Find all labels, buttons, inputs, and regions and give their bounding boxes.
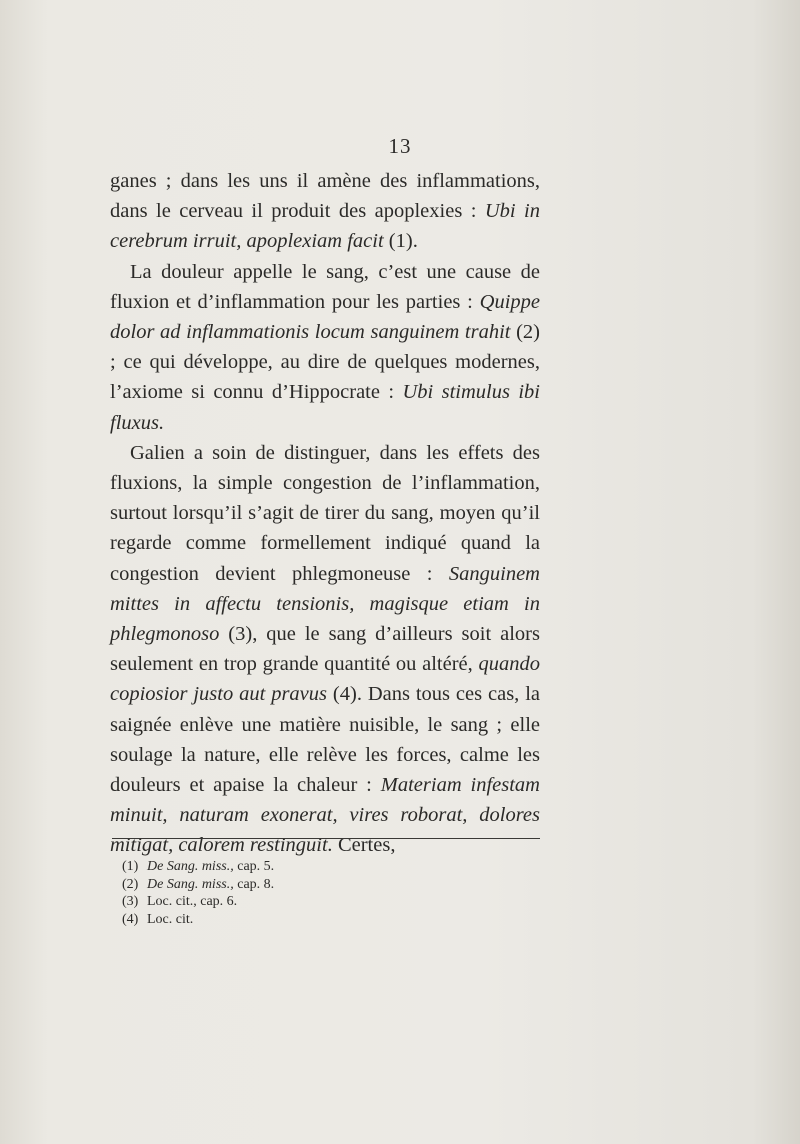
footnotes: [122, 858, 522, 928]
text-segment: ganes ; dans les uns il amène des inflammations, dans le cerveau il produit des apoplexies :: [110, 170, 540, 223]
paragraph: [110, 257, 540, 438]
footnote-divider: [112, 838, 540, 839]
footnote-ref: (1).: [383, 230, 418, 253]
text-segment: La douleur appelle le sang, c’est une cause de fluxion et d’inflammation pour les parties :: [110, 260, 540, 313]
latin-quote: Ubi in cerebrum irruit, apoplexiam facit: [110, 200, 541, 253]
text-segment: (3), que le sang d’ailleurs soit alors seulement en trop grande quantité ou altéré,: [110, 623, 540, 676]
latin-quote: Ubi stimulus ibi fluxus.: [110, 381, 540, 434]
paragraph: [110, 166, 540, 257]
text-segment: (2) ; ce qui développe, au dire de quelques modernes, l’axiome si connu d’Hippocrate :: [110, 321, 540, 404]
footnote-number: (3): [122, 894, 139, 909]
text-segment: Galien a soin de distinguer, dans les effets des fluxions, la simple congestion de l’inflammation, surtout lorsqu’il s’agit de tirer du sang, moyen qu’il regarde comme formellement indiqué quand la congestion devient phlegmoneuse :: [110, 441, 540, 585]
page-number: 13: [388, 134, 412, 158]
footnote-reference: cap. 5.: [233, 859, 275, 874]
footnote: [122, 911, 522, 929]
footnote-source: De Sang. miss.,: [147, 859, 234, 874]
footnote-reference: Loc. cit.: [147, 911, 194, 927]
body-text: [110, 166, 540, 861]
footnote: [122, 893, 522, 911]
footnote: [122, 876, 522, 894]
footnote-number: (1): [122, 859, 139, 874]
latin-quote: Sanguinem mittes in affectu tensionis, magisque etiam in phlegmonoso: [110, 562, 540, 646]
footnote-reference: cap. 8.: [233, 876, 275, 892]
footnote-source: De Sang. miss.,: [147, 876, 234, 892]
latin-quote: Quippe dolor ad inflammationis locum sanguinem trahit: [110, 290, 540, 344]
footnote-number: (2): [122, 876, 139, 892]
latin-quote: quando copiosior justo aut pravus: [110, 653, 540, 706]
paragraph: [110, 438, 540, 861]
text-segment: Certes,: [332, 834, 396, 857]
text-segment: (4). Dans tous ces cas, la saignée enlève une matière nuisible, le sang ; elle soulage la nature, elle relève les forces, calme les douleurs et apaise la chaleur :: [110, 683, 540, 797]
footnote-reference: Loc. cit., cap. 6.: [147, 894, 238, 909]
latin-quote: Materiam infestam minuit, naturam exonerat, vires roborat, dolores mitigat, calorem restinguit.: [110, 774, 540, 857]
footnote: [122, 858, 522, 876]
footnote-number: (4): [122, 911, 139, 927]
